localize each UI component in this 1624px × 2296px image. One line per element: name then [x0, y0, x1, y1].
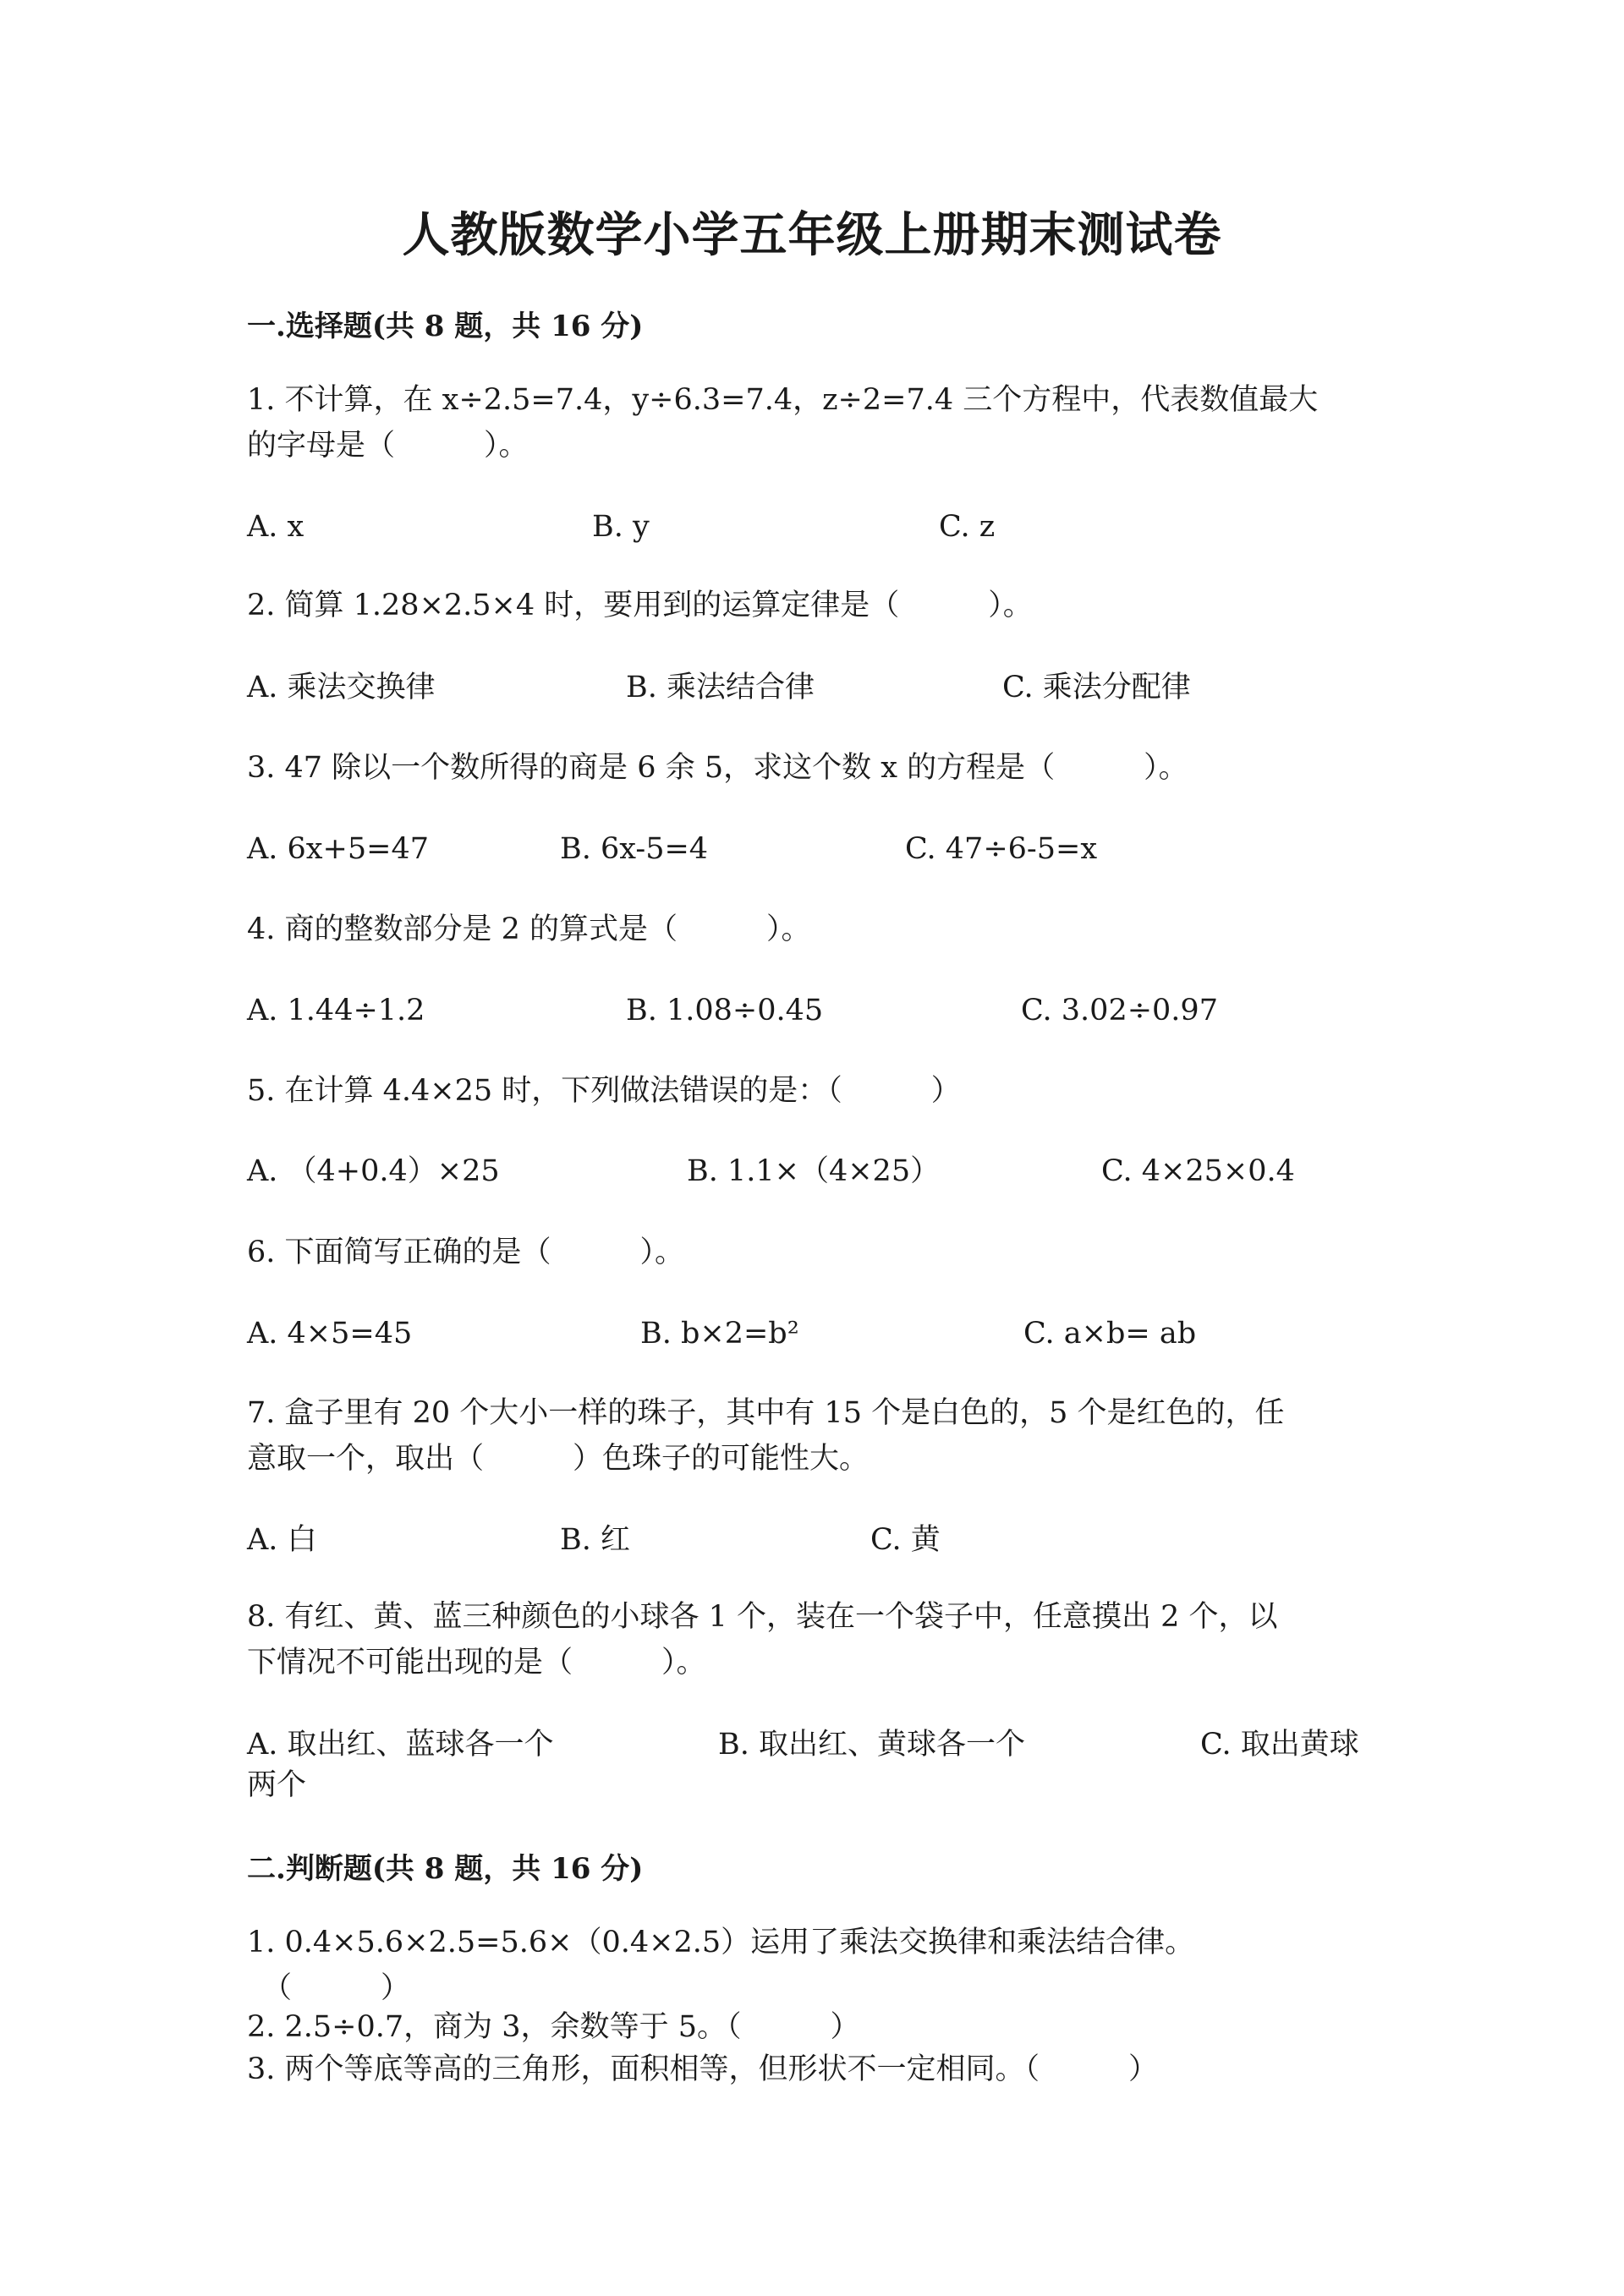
question-3: 3. 47 除以一个数所得的商是 6 余 5，求这个数 x 的方程是（ ）。 — [247, 751, 1188, 785]
options-row-3 — [247, 826, 1397, 872]
option-c: C. 取出黄球 — [1200, 1728, 1359, 1762]
question-6: 6. 下面简写正确的是（ ）。 — [247, 1236, 685, 1269]
option-a: A. 4×5=45 — [247, 1317, 413, 1351]
exam-title: 人教版数学小学五年级上册期末测试卷 — [402, 207, 1222, 263]
options-row-2 — [247, 665, 1397, 710]
question-5: 5. 在计算 4.4×25 时，下列做法错误的是：（ ） — [247, 1074, 961, 1108]
options-row-7 — [247, 1517, 1397, 1563]
option-c: C. 乘法分配律 — [1002, 671, 1191, 704]
question-2: 2. 简算 1.28×2.5×4 时，要用到的运算定律是（ ）。 — [247, 589, 1033, 622]
option-a: A. 1.44÷1.2 — [247, 994, 425, 1027]
option-b: B. 1.1×（4×25） — [687, 1154, 941, 1188]
option-b: B. y — [592, 510, 650, 544]
question-line: 7. 盒子里有 20 个大小一样的珠子，其中有 15 个是白色的，5 个是红色的，任 — [247, 1396, 1285, 1430]
question-line: 1. 0.4×5.6×2.5=5.6×（0.4×2.5）运用了乘法交换律和乘法结合律。 — [247, 1926, 1195, 1959]
question-4: 4. 商的整数部分是 2 的算式是（ ）。 — [247, 912, 811, 946]
question-line: 1. 不计算，在 x÷2.5=7.4，y÷6.3=7.4，z÷2=7.4 三个方程中，代表数值最大 — [247, 383, 1319, 417]
options-row-8 — [247, 1722, 1397, 1767]
option-b: B. 6x-5=4 — [560, 832, 709, 866]
question-8 — [247, 1594, 1397, 1685]
option-a: A. 乘法交换律 — [247, 671, 436, 704]
judgement-2: 2. 2.5÷0.7，商为 3，余数等于 5。（ ） — [247, 2010, 860, 2044]
question-line: 8. 有红、黄、蓝三种颜色的小球各 1 个，装在一个袋子中，任意摸出 2 个，以 — [247, 1600, 1278, 1634]
question-1 — [247, 377, 1397, 469]
judgement-1 — [247, 1920, 1397, 2011]
judgement-3: 3. 两个等底等高的三角形，面积相等，但形状不一定相同。（ ） — [247, 2052, 1159, 2086]
options-row-4 — [247, 988, 1397, 1033]
option-a: A. x — [247, 510, 304, 544]
option-a: A. 取出红、蓝球各一个 — [247, 1728, 554, 1762]
option-c: C. 4×25×0.4 — [1101, 1154, 1295, 1188]
options-row-6 — [247, 1311, 1397, 1356]
question-line: （ ） — [262, 1971, 411, 2005]
question-7 — [247, 1390, 1397, 1482]
option-b: B. 取出红、黄球各一个 — [718, 1728, 1025, 1762]
option-c: C. 47÷6-5=x — [905, 832, 1098, 866]
option-wrap-text: 两个 — [247, 1768, 307, 1802]
option-a: A. （4+0.4）×25 — [247, 1154, 500, 1188]
options-row-1 — [247, 504, 1397, 550]
option-b: B. 红 — [560, 1523, 630, 1557]
options-row-5 — [247, 1148, 1397, 1194]
option-c: C. 黄 — [870, 1523, 941, 1557]
option-b: B. 乘法结合律 — [626, 671, 815, 704]
section-heading-choice: 一.选择题(共 8 题，共 16 分) — [247, 310, 644, 343]
section-heading-judgement: 二.判断题(共 8 题，共 16 分) — [247, 1852, 644, 1886]
option-b: B. b×2=b² — [640, 1317, 799, 1351]
option-c: C. z — [939, 510, 996, 544]
option-c: C. a×b= ab — [1023, 1317, 1197, 1351]
option-c: C. 3.02÷0.97 — [1021, 994, 1218, 1027]
option-b: B. 1.08÷0.45 — [626, 994, 824, 1027]
option-a: A. 6x+5=47 — [247, 832, 429, 866]
question-line: 下情况不可能出现的是（ ）。 — [247, 1646, 706, 1680]
question-line: 的字母是（ ）。 — [247, 429, 529, 463]
question-line: 意取一个，取出（ ）色珠子的可能性大。 — [247, 1442, 870, 1476]
option-a: A. 白 — [247, 1523, 317, 1557]
